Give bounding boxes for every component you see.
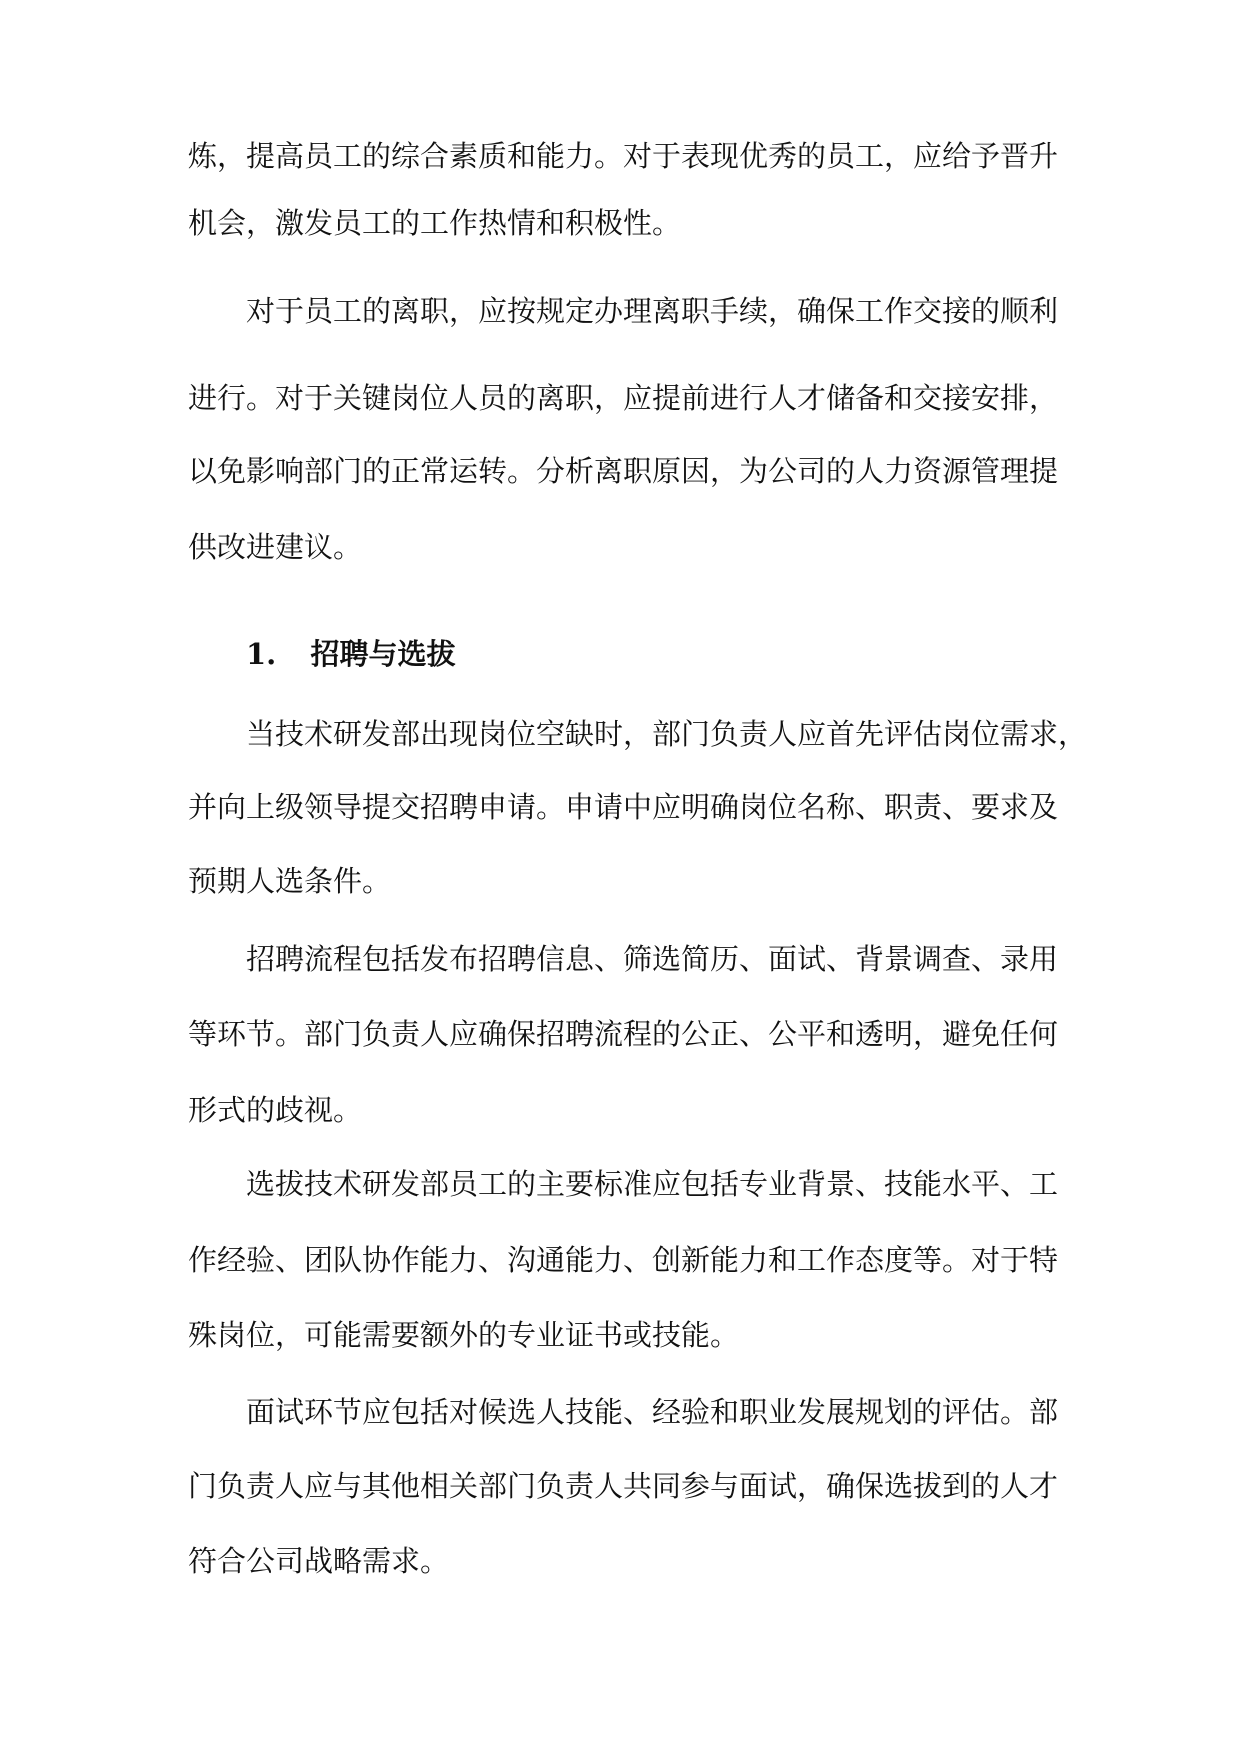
section-number: 1. — [246, 637, 277, 671]
paragraph-line: 进行。对于关键岗位人员的离职，应提前进行人才储备和交接安排， — [188, 381, 1059, 415]
paragraph-line: 等环节。部门负责人应确保招聘流程的公正、公平和透明，避免任何 — [188, 1017, 1059, 1051]
paragraph-line: 殊岗位，可能需要额外的专业证书或技能。 — [188, 1318, 740, 1352]
paragraph-line: 以免影响部门的正常运转。分析离职原因，为公司的人力资源管理提 — [188, 454, 1059, 488]
paragraph-line: 对于员工的离职，应按规定办理离职手续，确保工作交接的顺利 — [246, 294, 1059, 328]
section-heading — [246, 634, 456, 674]
paragraph-line: 门负责人应与其他相关部门负责人共同参与面试，确保选拔到的人才 — [188, 1469, 1059, 1503]
paragraph-line: 招聘流程包括发布招聘信息、筛选简历、面试、背景调查、录用 — [246, 942, 1059, 976]
paragraph-line: 面试环节应包括对候选人技能、经验和职业发展规划的评估。部 — [246, 1395, 1059, 1429]
paragraph-line: 机会，激发员工的工作热情和积极性。 — [188, 206, 682, 240]
paragraph-line: 符合公司战略需求。 — [188, 1544, 450, 1578]
paragraph-line: 作经验、团队协作能力、沟通能力、创新能力和工作态度等。对于特 — [188, 1243, 1059, 1277]
paragraph-line: 预期人选条件。 — [188, 864, 392, 898]
section-title: 招聘与选拔 — [310, 637, 456, 671]
paragraph-line: 形式的歧视。 — [188, 1093, 363, 1127]
paragraph-line: 并向上级领导提交招聘申请。申请中应明确岗位名称、职责、要求及 — [188, 790, 1059, 824]
paragraph-line: 供改进建议。 — [188, 530, 363, 564]
paragraph-line: 选拔技术研发部员工的主要标准应包括专业背景、技能水平、工 — [246, 1167, 1059, 1201]
paragraph-line: 炼，提高员工的综合素质和能力。对于表现优秀的员工，应给予晋升 — [188, 139, 1059, 173]
paragraph-line: 当技术研发部出现岗位空缺时，部门负责人应首先评估岗位需求， — [246, 717, 1088, 751]
